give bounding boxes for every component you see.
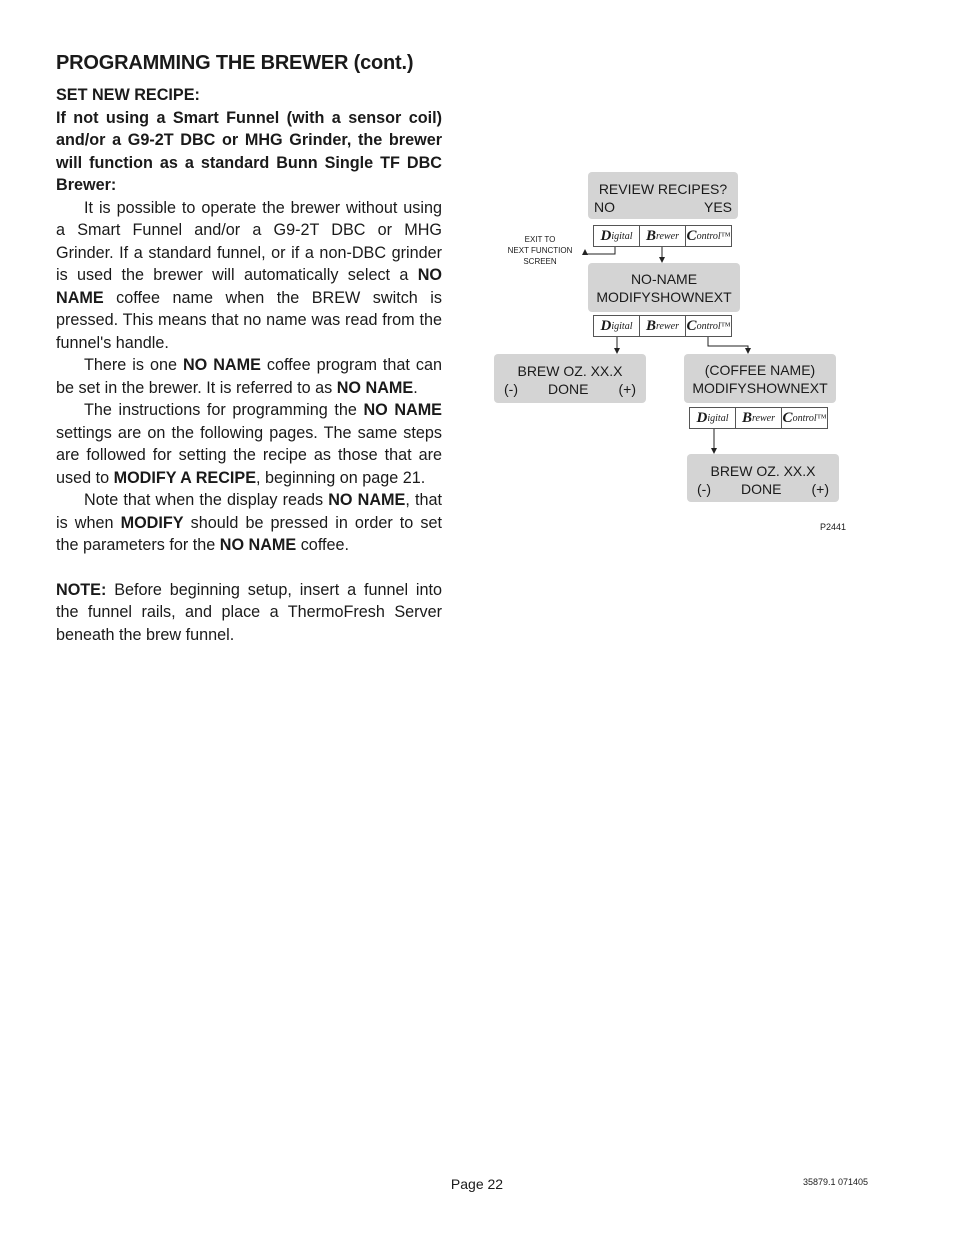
figure-reference: P2441 [820, 522, 847, 532]
display-noname [588, 263, 740, 312]
brew2-line2: (-) DONE (+) [697, 481, 829, 497]
brewer-key[interactable]: B rewer [736, 408, 782, 428]
arrow-to-coffee [708, 337, 748, 353]
subheading: SET NEW RECIPE: [56, 86, 200, 104]
lead-paragraph: If not using a Smart Funnel (with a sensor coil) and/or a G9-2T DBC or MHG Grinder, the brewer will function as a standard Bunn Single TF DBC Brewer: [56, 108, 442, 194]
paragraph-1: It is possible to operate the brewer without using a Smart Funnel and/or a G9-2T DBC or MHG Grinder. If a standard funnel, or if a non-DBC grinder is used the brewer will automatically select a NO NAME coffee name when the BREW switch is pressed. This means that no name was read from the funnel's handle. [56, 198, 442, 352]
display-brew-oz-2 [687, 454, 839, 502]
flow-diagram [490, 168, 850, 538]
exit-label: EXIT TO NEXT FUNCTION SCREEN [507, 235, 573, 266]
control-keys-1 [593, 225, 732, 247]
control-keys-2 [593, 315, 732, 337]
noname-line1: NO-NAME [630, 271, 698, 287]
page-number: Page 22 [450, 1176, 504, 1192]
digital-key[interactable]: D igital [594, 316, 640, 336]
spacer [56, 557, 442, 579]
exit-arrow [585, 247, 615, 254]
noname-line2: MODIFYSHOWNEXT [596, 289, 732, 305]
display-review-recipes [588, 172, 738, 219]
control-key[interactable]: C ontrol™ [782, 409, 827, 426]
display-brew-oz-1 [494, 354, 646, 403]
brew2-line1: BREW OZ. XX.X [710, 463, 816, 479]
note-paragraph: NOTE: Before beginning setup, insert a funnel into the funnel rails, and place a ThermoFresh Server beneath the brew funnel. [56, 580, 442, 644]
paragraph-3: The instructions for programming the NO NAME settings are on the following pages. The same steps are followed for setting the recipe as those that are used to MODIFY A RECIPE, beginning on page 21. [56, 401, 442, 487]
brew1-line1: BREW OZ. XX.X [517, 363, 623, 379]
control-key[interactable]: C ontrol™ [686, 317, 731, 334]
paragraph-2: There is one NO NAME coffee program that can be set in the brewer. It is referred to as NO NAME. [56, 356, 442, 397]
paragraph-4: Note that when the display reads NO NAME, that is when MODIFY should be pressed in order to set the parameters for the NO NAME coffee. [56, 491, 442, 554]
page-title: PROGRAMMING THE BREWER (cont.) [56, 52, 414, 74]
control-keys-3 [689, 407, 828, 429]
digital-key[interactable]: D igital [594, 226, 640, 246]
text-column [56, 84, 442, 646]
coffee-line2: MODIFYSHOWNEXT [692, 380, 828, 396]
brew1-line2: (-) DONE (+) [504, 381, 636, 397]
display-coffee-name [684, 354, 836, 403]
digital-key[interactable]: D igital [690, 408, 736, 428]
review-line2 [588, 198, 738, 216]
review-yes: YES [703, 199, 732, 215]
brewer-key[interactable]: B rewer [640, 226, 686, 246]
document-number: 35879.1 071405 [803, 1177, 869, 1187]
review-line1: REVIEW RECIPES? [598, 181, 728, 197]
coffee-line1: (COFFEE NAME) [704, 362, 816, 378]
brewer-key[interactable]: B rewer [640, 316, 686, 336]
review-no: NO [594, 199, 615, 215]
control-key[interactable]: C ontrol™ [686, 227, 731, 244]
